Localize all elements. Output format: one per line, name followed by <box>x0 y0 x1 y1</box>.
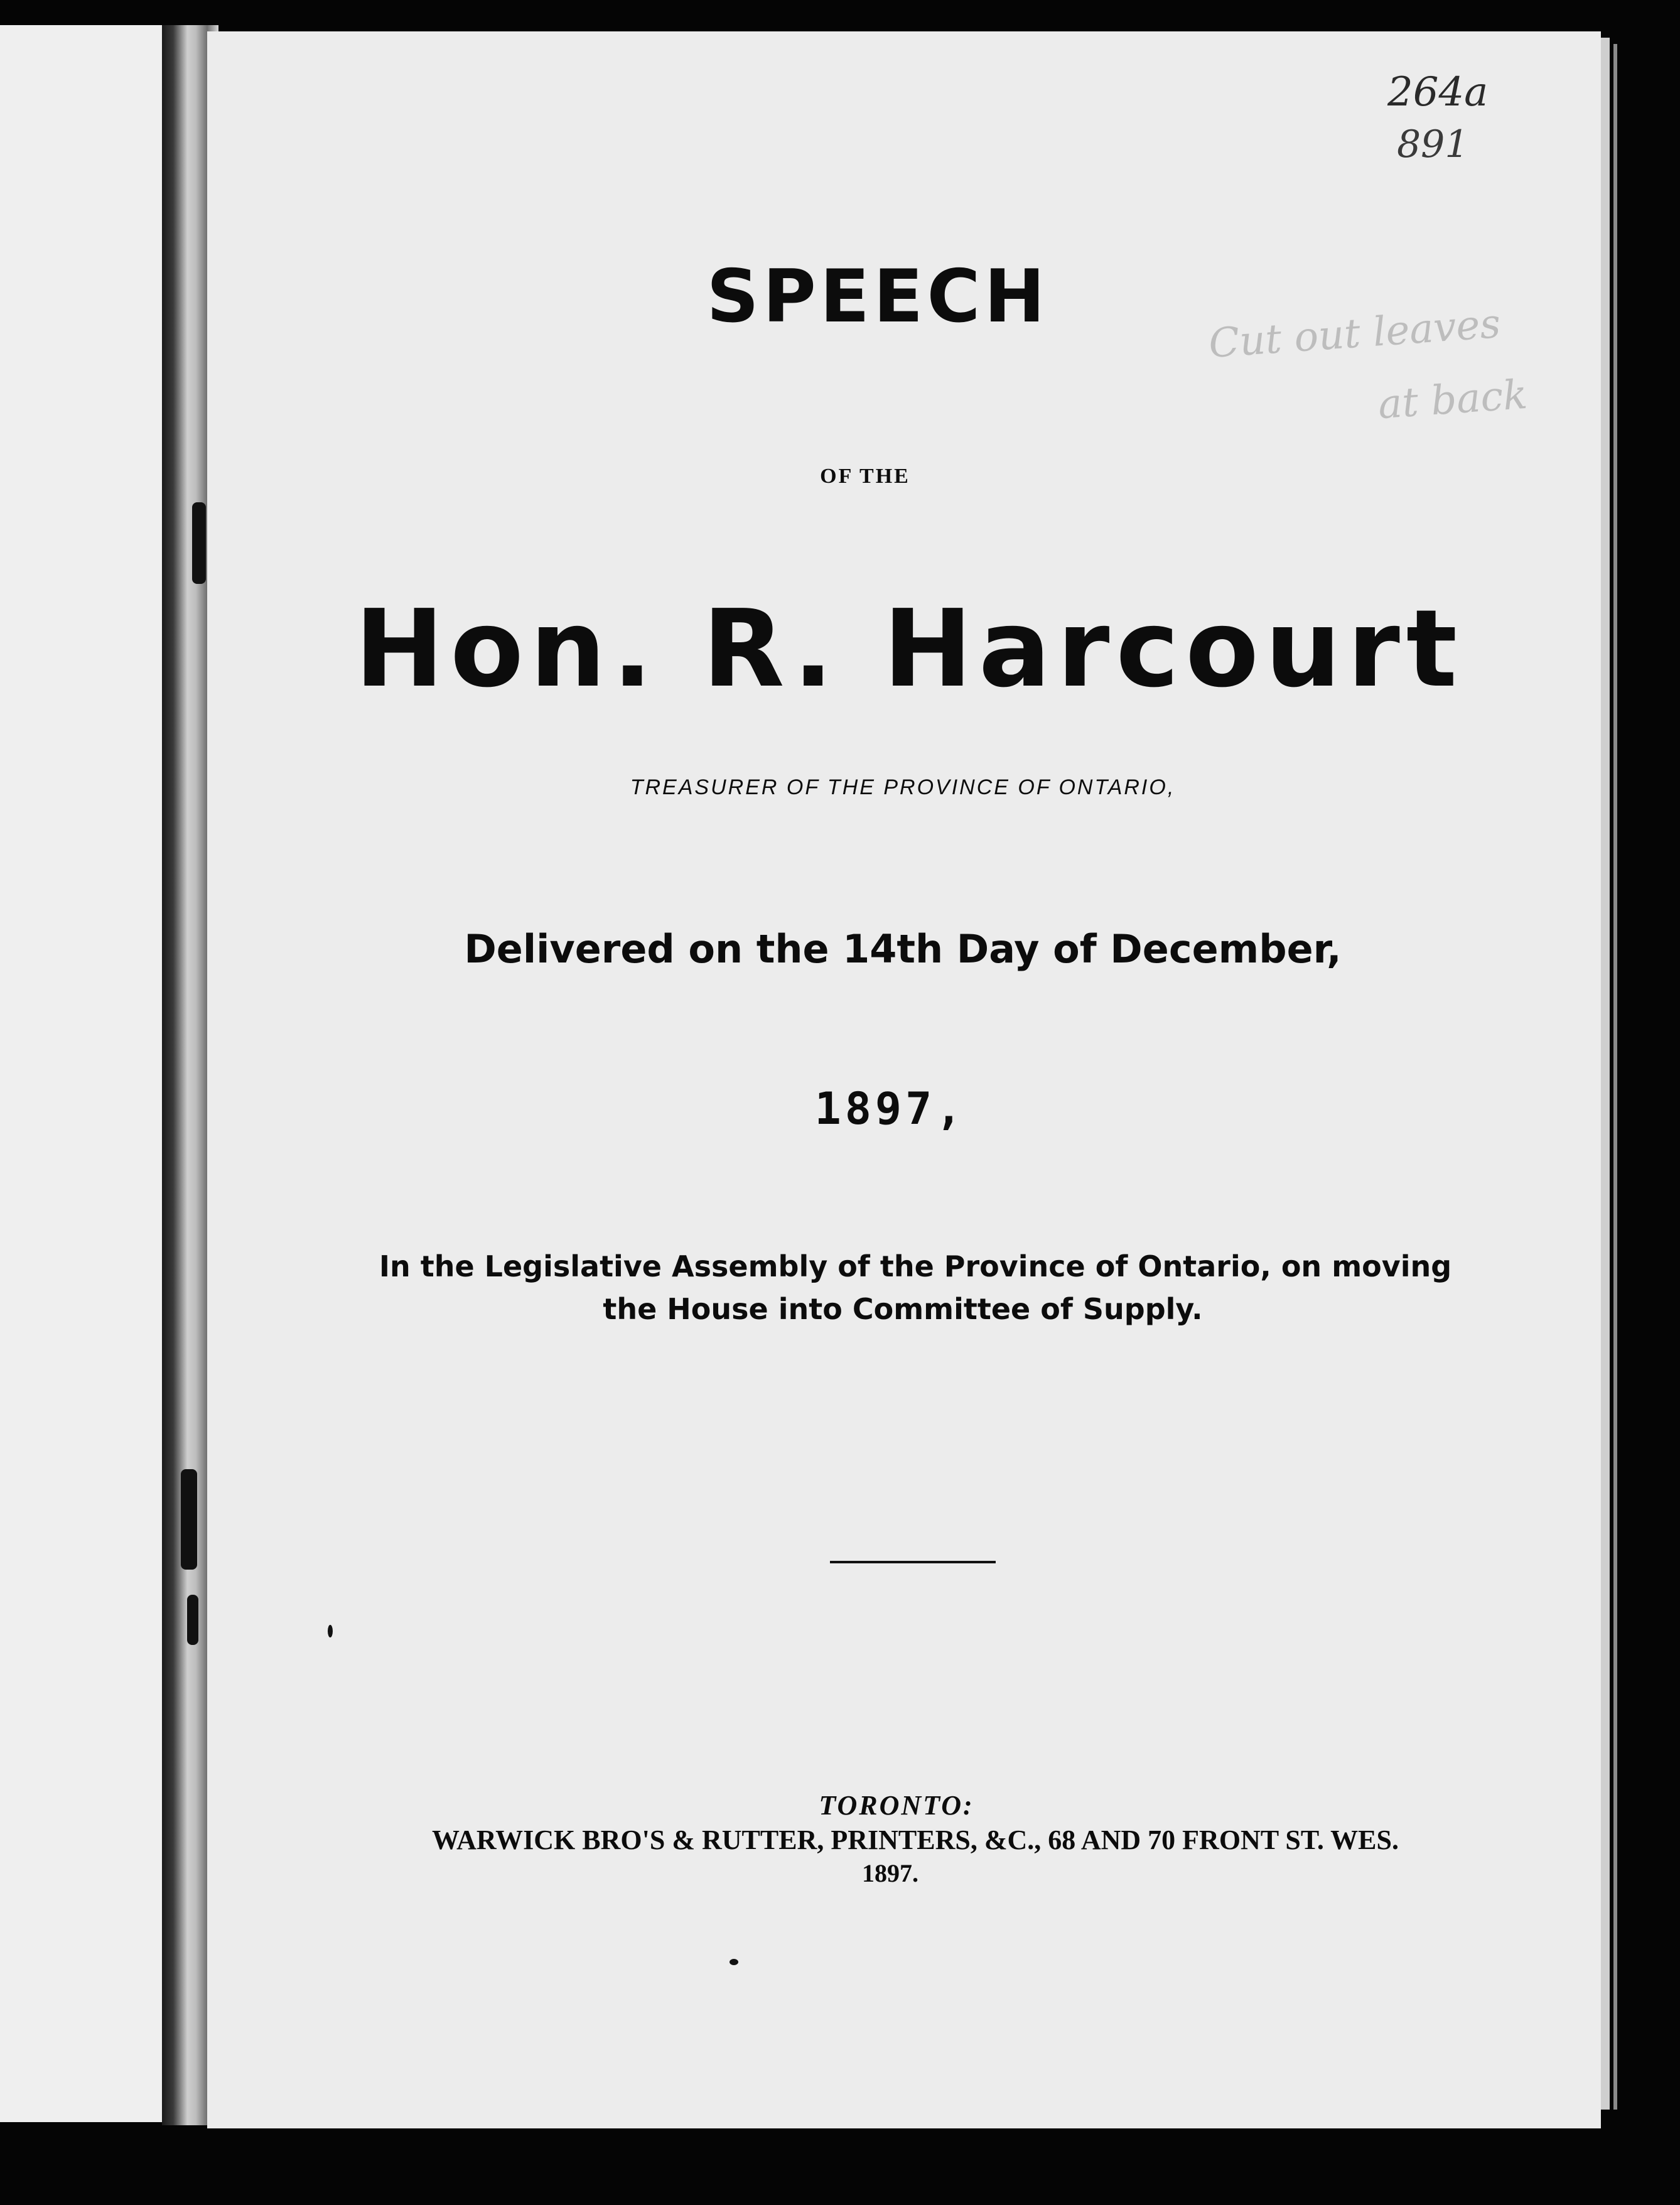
imprint-printer: WARWICK BRO'S & RUTTER, PRINTERS, &C., 68 AND 70 FRONT ST. WES. <box>432 1825 1399 1855</box>
delivery-year: 1897, <box>814 1083 966 1135</box>
author-name: Hon. R. Harcourt <box>354 587 1464 711</box>
pencil-note-line-2: at back <box>1376 371 1529 429</box>
shelf-mark-secondary: 891 <box>1397 122 1469 166</box>
imprint-city: TORONTO: <box>819 1790 974 1821</box>
page-title: SPEECH <box>706 254 1049 339</box>
shelf-mark: 264a <box>1387 69 1489 116</box>
pencil-note-line-1: Cut out leaves <box>1207 300 1502 368</box>
delivery-date-line: Delivered on the 14th Day of December, <box>464 926 1342 972</box>
title-connector: OF THE <box>820 465 910 488</box>
ink-speck <box>730 1959 738 1965</box>
location-line-2: the House into Committee of Supply. <box>603 1292 1203 1326</box>
author-title: TREASURER OF THE PROVINCE OF ONTARIO, <box>630 775 1176 799</box>
divider-rule <box>830 1561 996 1563</box>
location-line-1: In the Legislative Assembly of the Province of Ontario, on moving <box>379 1249 1452 1283</box>
ink-speck <box>328 1625 333 1637</box>
imprint-year: 1897. <box>862 1859 918 1887</box>
